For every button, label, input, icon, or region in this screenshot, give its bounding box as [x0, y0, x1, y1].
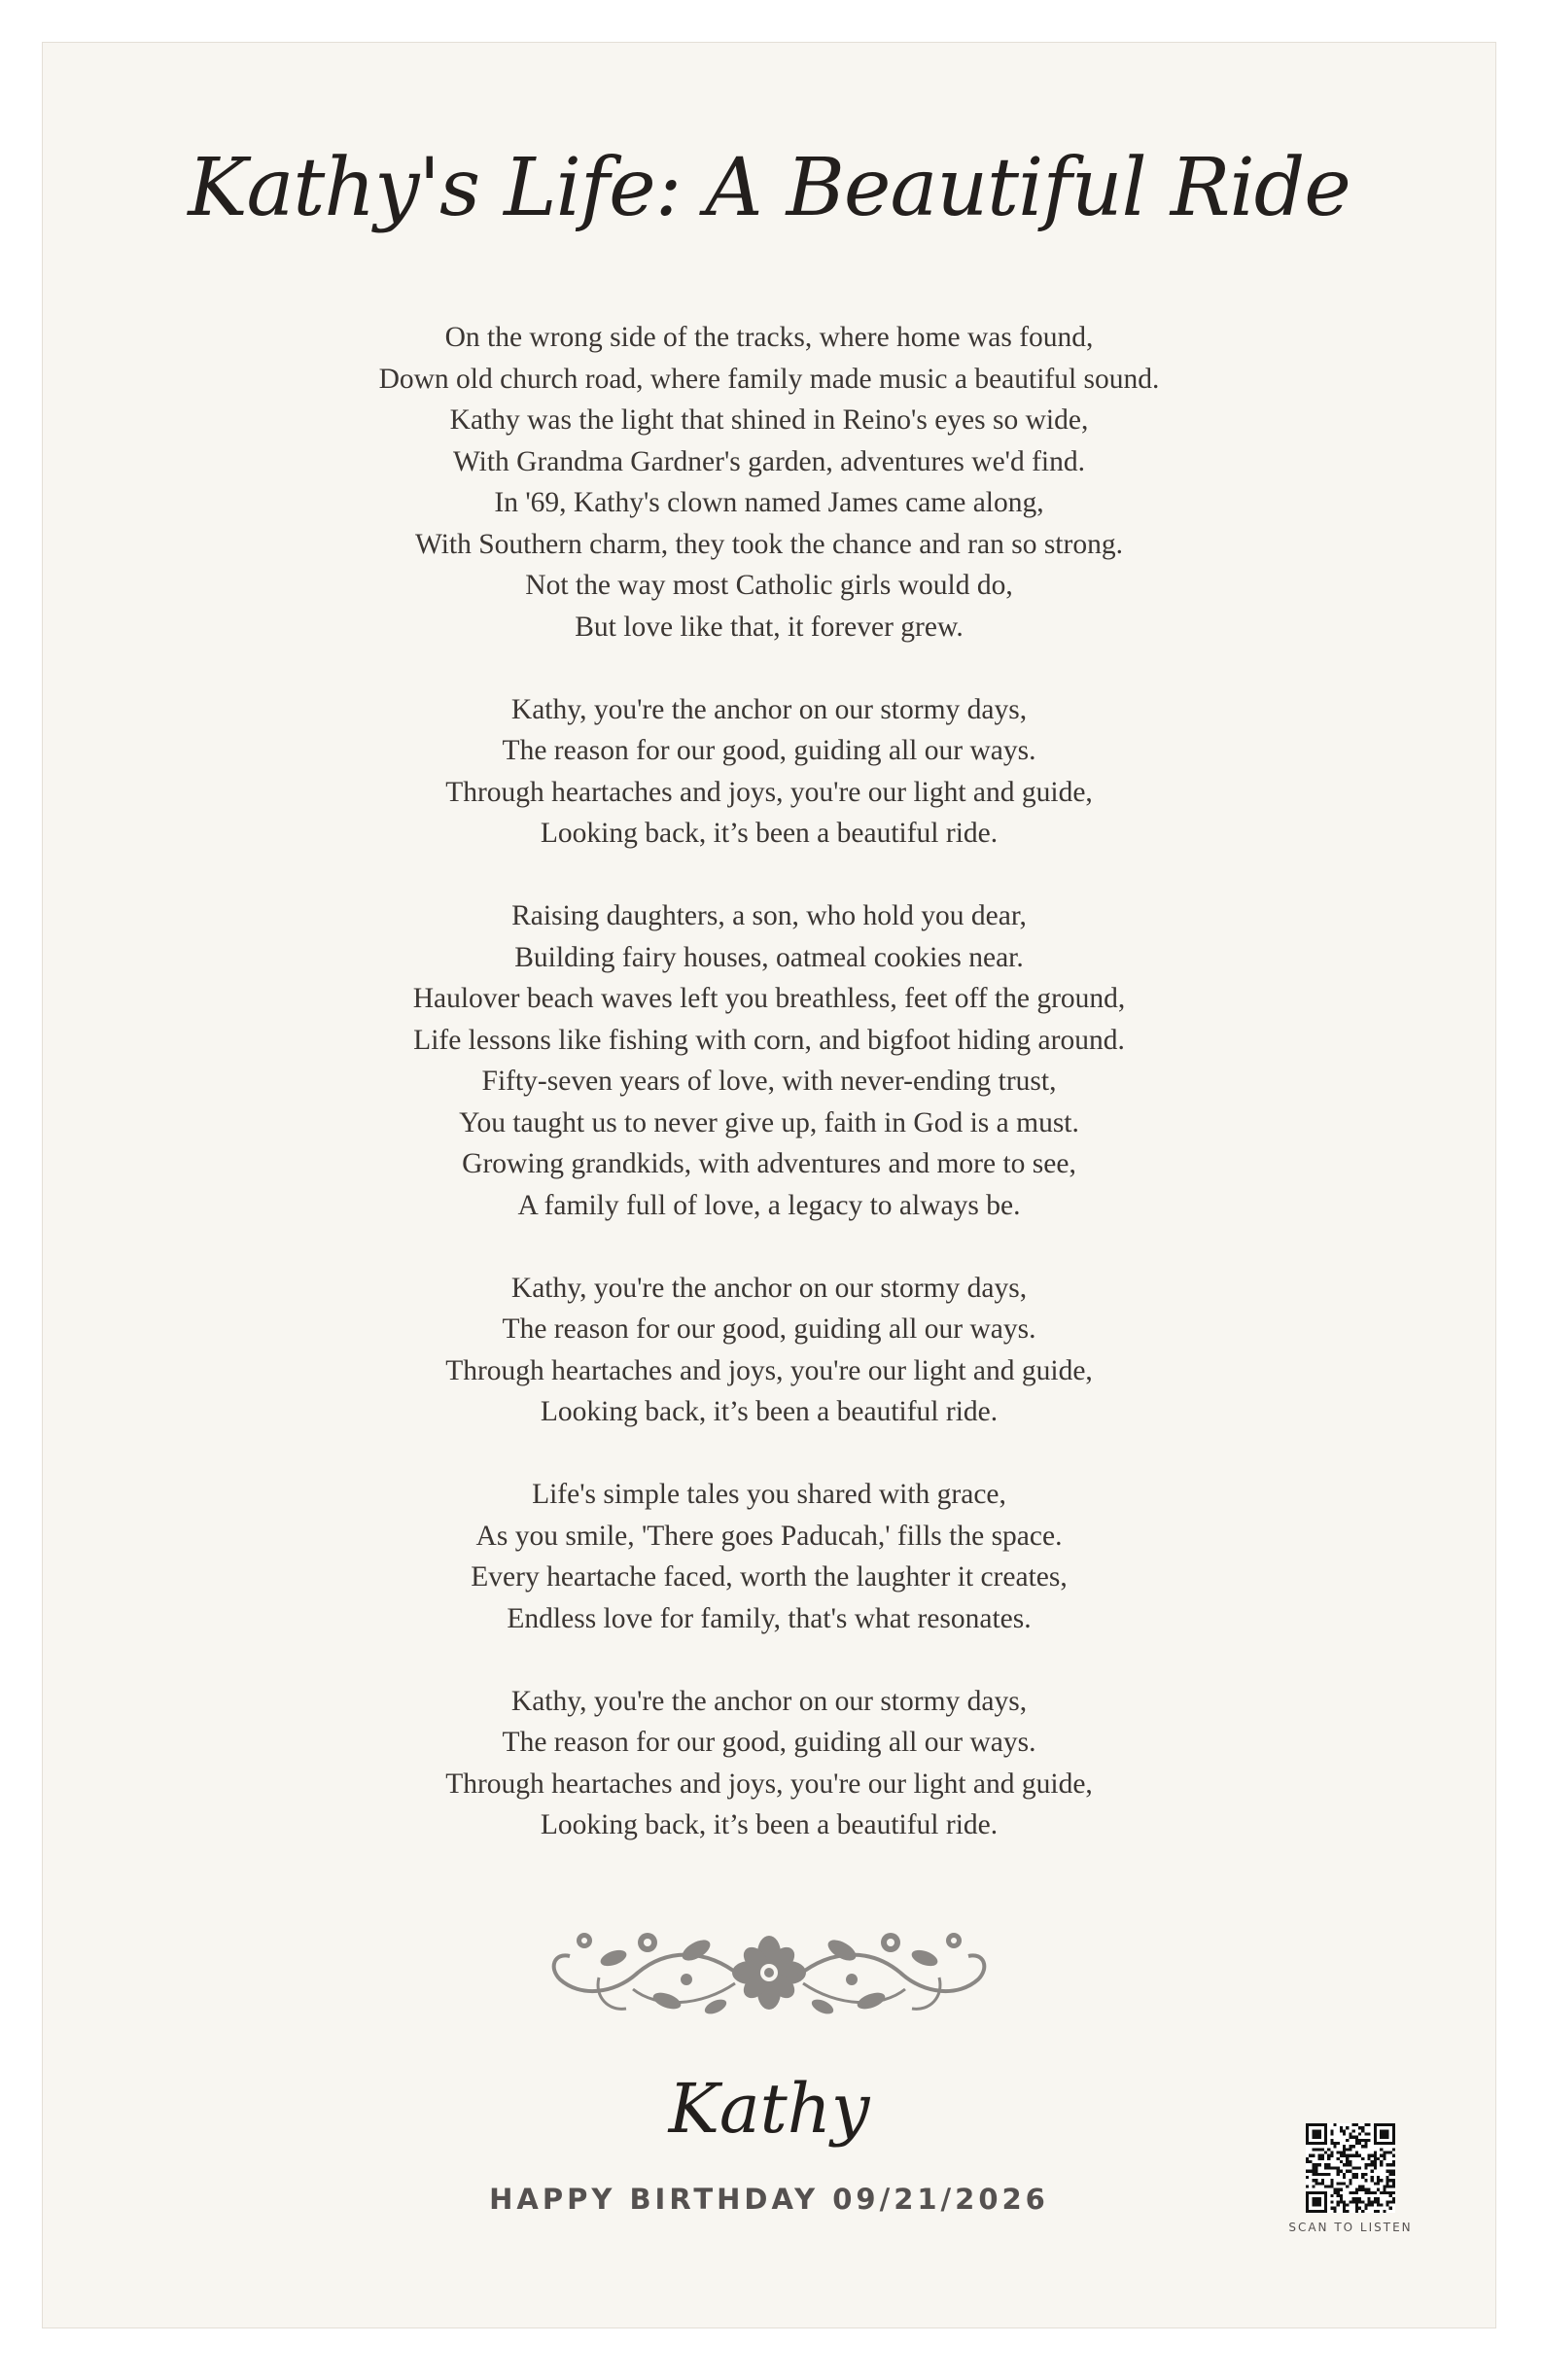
- lyric-line: Not the way most Catholic girls would do,: [525, 570, 1013, 601]
- lyric-line: Looking back, it’s been a beautiful ride.: [540, 1396, 999, 1427]
- honoree-name: Kathy: [668, 2069, 870, 2149]
- lyric-line: Haulover beach waves left you breathless, feet off the ground,: [412, 983, 1126, 1014]
- lyric-line: Growing grandkids, with adventures and more to see,: [462, 1148, 1076, 1179]
- lyric-line: Endless love for family, that's what resonates.: [507, 1602, 1032, 1634]
- lyric-line: The reason for our good, guiding all our ways.: [502, 735, 1036, 766]
- stanza: [43, 1474, 1495, 1639]
- lyric-line: A family full of love, a legacy to always be.: [517, 1189, 1021, 1221]
- lyric-line: Life's simple tales you shared with grace,: [532, 1479, 1006, 1510]
- lyric-line: Life lessons like fishing with corn, and bigfoot hiding around.: [413, 1024, 1125, 1056]
- lyrics-body: [43, 317, 1495, 1887]
- lyric-line: Through heartaches and joys, you're our light and guide,: [445, 776, 1093, 808]
- lyric-line: Through heartaches and joys, you're our light and guide,: [445, 1354, 1093, 1386]
- stanza: [43, 895, 1495, 1226]
- lyric-line: Looking back, it’s been a beautiful ride.: [540, 1809, 999, 1840]
- stanza: [43, 1268, 1495, 1433]
- lyric-line: Kathy, you're the anchor on our stormy days,: [510, 1685, 1028, 1717]
- floral-divider-icon: [541, 1919, 998, 2026]
- lyric-line: The reason for our good, guiding all our ways.: [502, 1313, 1036, 1345]
- lyric-line: On the wrong side of the tracks, where home was found,: [444, 322, 1094, 353]
- lyric-line: Down old church road, where family made music a beautiful sound.: [378, 363, 1160, 395]
- lyric-line: You taught us to never give up, faith in God is a must.: [459, 1106, 1079, 1138]
- poem-title: Kathy's Life: A Beautiful Ride: [188, 142, 1350, 234]
- stanza: [43, 317, 1495, 648]
- lyric-line: Fifty-seven years of love, with never-ending trust,: [481, 1066, 1057, 1097]
- lyric-line: With Grandma Gardner's garden, adventures we'd find.: [452, 445, 1086, 477]
- stanza: [43, 1681, 1495, 1846]
- lyric-line: Looking back, it’s been a beautiful ride.: [540, 818, 999, 849]
- lyric-line: Through heartaches and joys, you're our light and guide,: [445, 1768, 1093, 1800]
- lyric-line: Kathy was the light that shined in Reino's eyes so wide,: [449, 404, 1089, 436]
- birthday-line: HAPPY BIRTHDAY 09/21/2026: [489, 2183, 1049, 2216]
- qr-label: SCAN TO LISTEN: [1288, 2221, 1413, 2234]
- lyric-line: With Southern charm, they took the chance and ran so strong.: [415, 528, 1123, 560]
- lyric-line: Kathy, you're the anchor on our stormy days,: [510, 1272, 1028, 1304]
- lyric-line: As you smile, 'There goes Paducah,' fills the space.: [475, 1520, 1063, 1552]
- qr-block[interactable]: [1273, 2123, 1428, 2234]
- lyric-line: But love like that, it forever grew.: [575, 611, 964, 643]
- lyric-line: The reason for our good, guiding all our ways.: [502, 1727, 1036, 1758]
- lyric-line: Every heartache faced, worth the laughter it creates,: [471, 1561, 1068, 1592]
- lyric-line: In '69, Kathy's clown named James came along,: [494, 487, 1044, 518]
- poem-sheet: [42, 42, 1496, 2328]
- stanza: [43, 689, 1495, 855]
- qr-code-icon[interactable]: [1306, 2123, 1395, 2213]
- lyric-line: Building fairy houses, oatmeal cookies near.: [514, 941, 1024, 973]
- lyric-line: Kathy, you're the anchor on our stormy days,: [510, 693, 1028, 725]
- lyric-line: Raising daughters, a son, who hold you dear,: [511, 900, 1027, 931]
